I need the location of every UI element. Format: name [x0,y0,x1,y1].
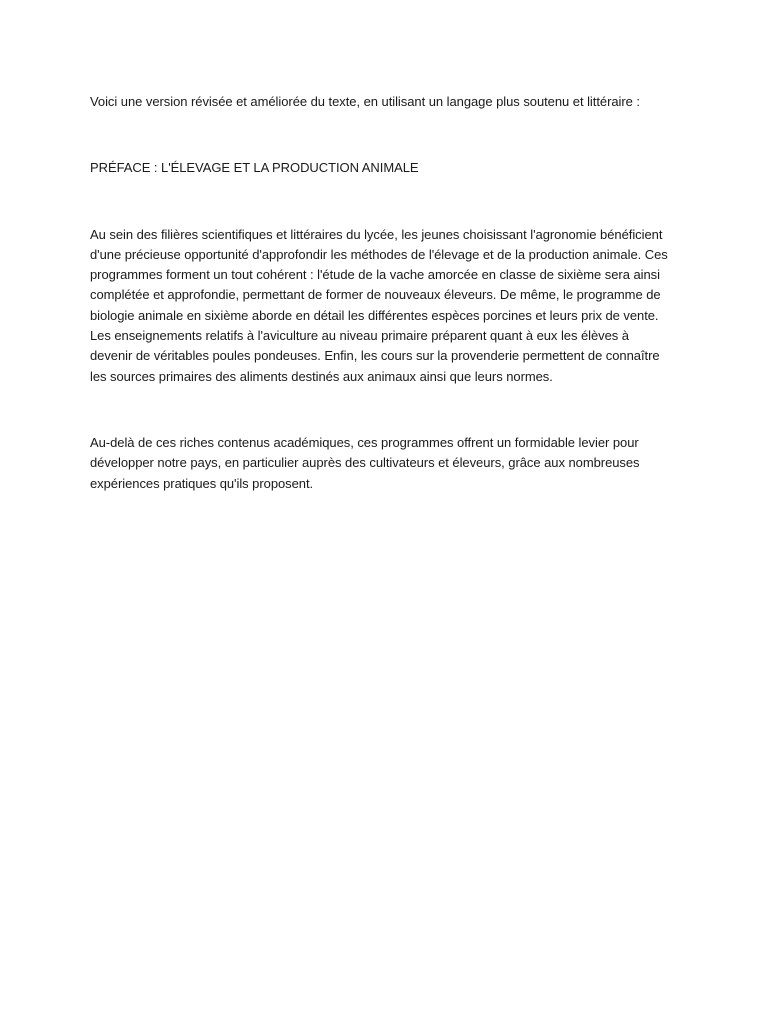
body-paragraph-1: Au sein des filières scientifiques et littéraires du lycée, les jeunes choisissant l'agronomie bénéficient d'une précieuse opportunité d'approfondir les méthodes de l'élevage et de la production animale. Ces programmes forment un tout cohérent : l'étude de la vache amorcée en classe de sixième sera ainsi complétée et approfondie, permettant de former de nouveaux éleveurs. De même, le programme de biologie animale en sixième aborde en détail les différentes espèces porcines et leurs prix de vente. Les enseignements relatifs à l'aviculture au niveau primaire préparent quant à eux les élèves à devenir de véritables poules pondeuses. Enfin, les cours sur la provenderie permettent de connaître les sources primaires des aliments destinés aux animaux ainsi que leurs normes. [90,226,668,384]
body-paragraph-2: Au-delà de ces riches contenus académiques, ces programmes offrent un formidable levier pour développer notre pays, en particulier auprès des cultivateurs et éleveurs, grâce aux nombreuses expériences pratiques qu'ils proposent. [90,434,640,491]
intro-text: Voici une version révisée et améliorée du texte, en utilisant un langage plus soutenu et littéraire : [90,94,640,109]
document-body [90,92,670,494]
preface-heading: PRÉFACE : L'ÉLEVAGE ET LA PRODUCTION ANIMALE [90,160,419,176]
